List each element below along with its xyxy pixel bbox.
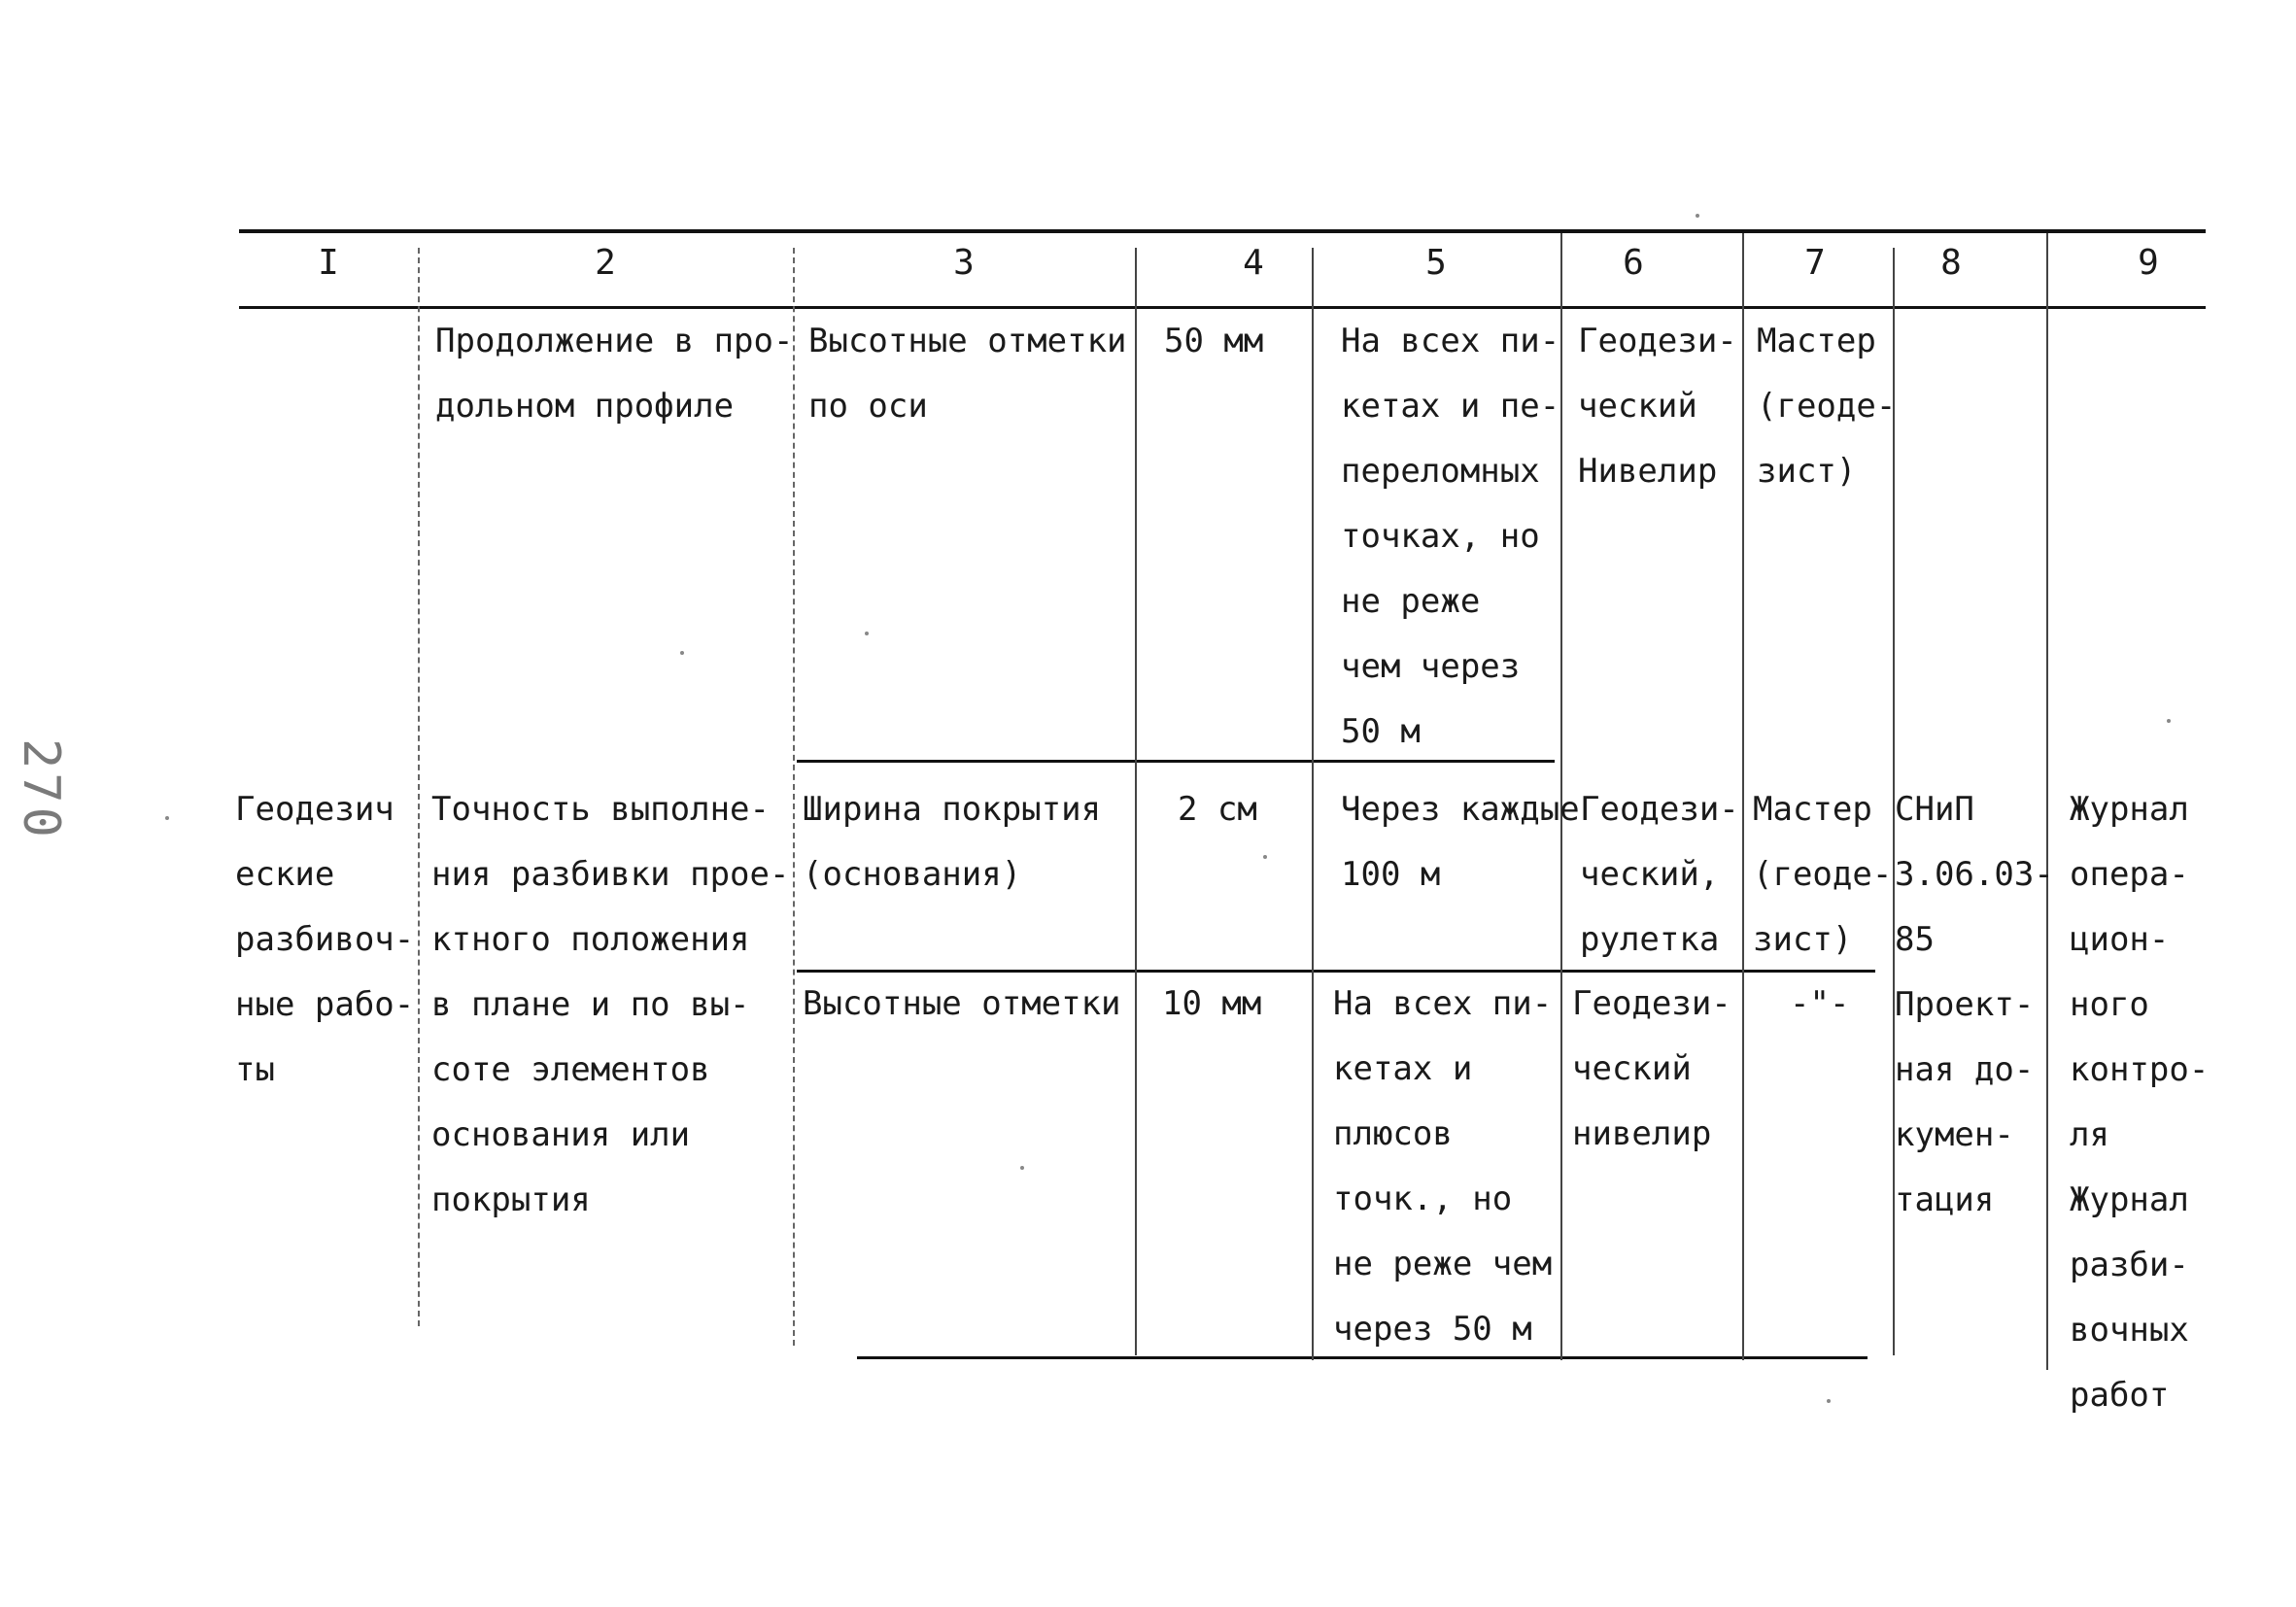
row1-instrument-cell [1578,309,1737,504]
text-line: Журнал [2070,1180,2189,1219]
row1-tolerance-cell [1164,309,1263,374]
row1-controlled-value-cell [808,309,1127,439]
text-line: рулетка [1580,920,1720,959]
text-line: Продолжение в про- [435,322,794,360]
text-line: Нивелир [1578,452,1718,491]
text-line: зист) [1753,920,1853,959]
normative-document-cell [1895,777,2054,1233]
text-line: Геодези- [1572,984,1731,1023]
column-header-7: 7 [1804,243,1826,283]
text-line: ктного положения [431,920,750,959]
column-header-5: 5 [1425,243,1447,283]
text-line: 50 мм [1164,322,1264,360]
text-line: СНиП [1895,790,1974,829]
text-line: вочных [2070,1311,2189,1350]
scan-speck [1263,855,1267,859]
text-line: (основания) [803,855,1022,894]
row1-frequency-cell [1341,309,1559,765]
text-line: На всех пи- [1341,322,1560,360]
text-line: тация [1895,1180,1995,1219]
work-type-cell [235,777,414,1103]
row2-parameter-cell [431,777,789,1233]
text-line: ческий [1572,1049,1692,1088]
column-header-3: 3 [953,243,975,283]
text-line: через 50 м [1333,1310,1532,1349]
row3-tolerance-cell [1162,972,1261,1037]
text-line: Проект- [1895,985,2035,1024]
text-line: (геоде- [1753,855,1893,894]
scan-speck [2167,719,2171,723]
text-line: Геодези- [1578,322,1737,360]
text-line: ческий [1578,387,1697,426]
text-line: переломных [1341,452,1540,491]
text-line: Высотные отметки [803,984,1121,1023]
row2-controlled-value-cell [803,777,1101,907]
text-line: 3.06.03- [1895,855,2054,894]
text-line: точках, но [1341,517,1540,556]
text-line: в плане и по вы- [431,985,750,1024]
scan-speck [1827,1399,1831,1403]
scan-speck [1696,214,1699,218]
scan-speck [1020,1166,1024,1170]
text-line: цион- [2070,920,2170,959]
text-line: кетах и [1333,1049,1473,1088]
scan-speck [165,816,169,820]
text-line: не реже [1341,582,1481,621]
row2-responsible-cell [1753,777,1892,973]
column-header-1: I [318,243,339,283]
column-separator [1742,233,1744,1360]
text-line: еские [235,855,335,894]
text-line: Ширина покрытия [803,790,1102,829]
column-header-6: 6 [1623,243,1644,283]
text-line: опера- [2070,855,2189,894]
text-line: Геодези- [1580,790,1739,829]
row1-parameter-cell [435,309,793,439]
text-line: Точность выполне- [431,790,770,829]
text-line: кетах и пе- [1341,387,1560,426]
row2-frequency-cell [1341,777,1580,907]
text-line: ля [2070,1115,2109,1154]
row3-responsible-cell [1790,972,1849,1037]
text-line: 100 м [1341,855,1441,894]
text-line: разбивоч- [235,920,415,959]
record-journal-cell [2070,777,2209,1428]
text-line: ные рабо- [235,985,415,1024]
column-separator [1135,248,1137,1355]
row2-tolerance-cell [1178,777,1257,842]
row2-instrument-cell [1580,777,1739,973]
text-line: Мастер [1757,322,1876,360]
column-header-9: 9 [2138,243,2159,283]
column-header-2: 2 [595,243,616,283]
text-line: Геодезич [235,790,394,829]
text-line: Журнал [2070,790,2189,829]
page-number: 270 [12,738,70,841]
text-line: контро- [2070,1050,2210,1089]
text-line: кумен- [1895,1115,2014,1154]
text-line: дольном профиле [435,387,735,426]
row3-controlled-value-cell [803,972,1121,1037]
text-line: не реже чем [1333,1245,1553,1283]
row3-frequency-cell [1333,972,1552,1362]
column-separator [418,248,420,1326]
text-line: покрытия [431,1180,591,1219]
text-line: 2 см [1178,790,1257,829]
text-line: Через каждые [1341,790,1580,829]
text-line: (геоде- [1757,387,1897,426]
column-separator [1312,248,1314,1360]
text-line: ты [235,1050,275,1089]
text-line: 10 мм [1162,984,1262,1023]
scan-speck [865,632,869,635]
text-line: 50 м [1341,712,1421,751]
text-line: ная до- [1895,1050,2035,1089]
text-line: ческий, [1580,855,1720,894]
text-line: На всех пи- [1333,984,1553,1023]
text-line: Мастер [1753,790,1872,829]
row3-instrument-cell [1572,972,1731,1167]
text-line: соте элементов [431,1050,710,1089]
column-header-4: 4 [1243,243,1264,283]
text-line: -"- [1790,984,1850,1023]
text-line: зист) [1757,452,1857,491]
column-header-8: 8 [1940,243,1962,283]
text-line: 85 [1895,920,1935,959]
scan-speck [680,651,684,655]
text-line: работ [2070,1376,2170,1415]
text-line: ного [2070,985,2149,1024]
text-line: Высотные отметки [808,322,1127,360]
text-line: ния разбивки прое- [431,855,790,894]
text-line: основания или [431,1115,691,1154]
text-line: плюсов [1333,1114,1453,1153]
text-line: по оси [808,387,928,426]
text-line: нивелир [1572,1114,1712,1153]
table-top-rule [239,229,2206,233]
text-line: разби- [2070,1246,2189,1284]
text-line: чем через [1341,647,1521,686]
row1-responsible-cell [1757,309,1896,504]
text-line: точк., но [1333,1180,1513,1218]
